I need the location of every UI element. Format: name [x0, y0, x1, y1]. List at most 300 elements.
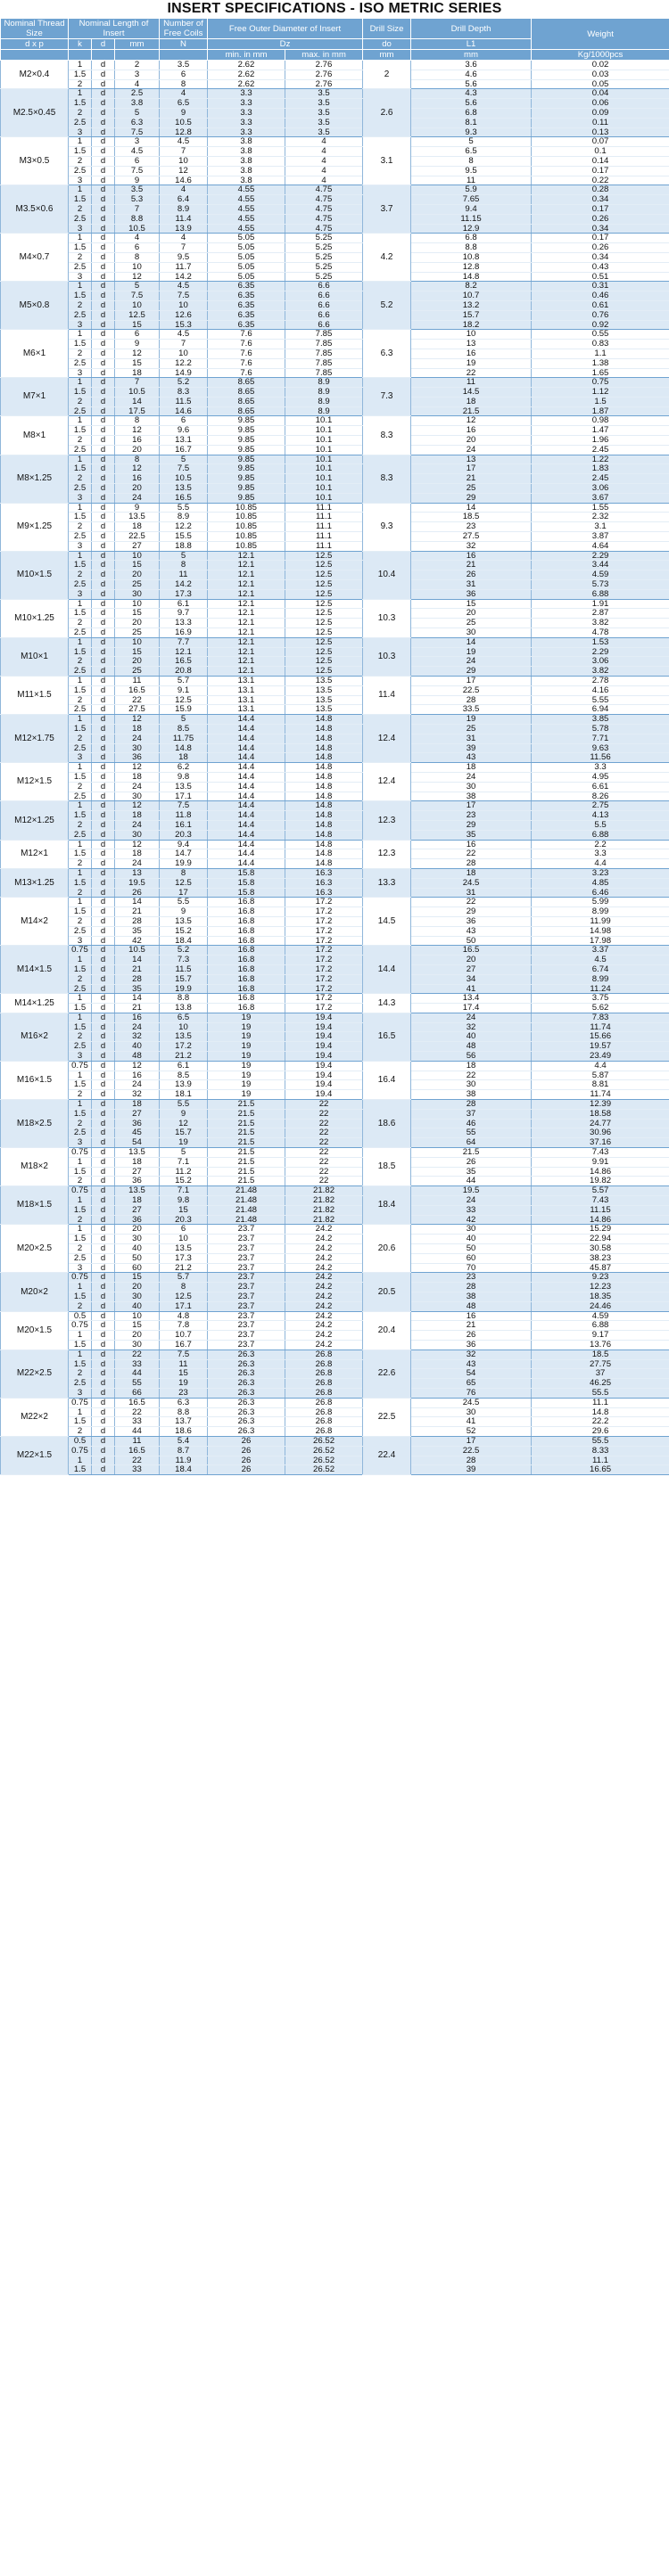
dz-max: 7.85	[285, 349, 363, 358]
header-n: N	[160, 39, 208, 50]
weight-value: 1.96	[532, 436, 669, 446]
drill-depth: 43	[411, 1359, 532, 1369]
length-mm: 24	[115, 820, 160, 830]
table-row	[1, 358, 669, 368]
thread-size-cell: M3.5×0.6	[1, 185, 69, 234]
free-coils: 13.5	[160, 782, 208, 792]
dz-min: 26	[208, 1465, 285, 1475]
length-mm: 9	[115, 340, 160, 349]
length-mm: 16	[115, 436, 160, 446]
drill-depth: 23	[411, 522, 532, 532]
free-coils: 20.8	[160, 667, 208, 677]
free-coils: 6.4	[160, 195, 208, 205]
d-value: d	[92, 1350, 115, 1359]
k-value: 2.5	[69, 1379, 92, 1389]
dz-min: 4.55	[208, 195, 285, 205]
weight-value: 37.16	[532, 1138, 669, 1148]
dz-min: 26.3	[208, 1407, 285, 1417]
dz-min: 9.85	[208, 416, 285, 426]
thread-size-cell: M14×1.5	[1, 946, 69, 994]
dz-max: 24.2	[285, 1225, 363, 1235]
thread-group	[1, 282, 669, 330]
table-row	[1, 416, 669, 426]
free-coils: 5.2	[160, 378, 208, 388]
dz-max: 19.4	[285, 1013, 363, 1022]
dz-min: 5.05	[208, 272, 285, 282]
drill-depth: 31	[411, 888, 532, 898]
length-mm: 24	[115, 782, 160, 792]
dz-min: 8.65	[208, 388, 285, 398]
weight-value: 8.33	[532, 1446, 669, 1456]
dz-min: 9.85	[208, 464, 285, 474]
header-diameter: Free Outer Diameter of Insert	[208, 19, 363, 39]
free-coils: 18.4	[160, 1465, 208, 1475]
table-row	[1, 300, 669, 310]
dz-max: 6.6	[285, 320, 363, 330]
k-value: 2.5	[69, 743, 92, 753]
d-value: d	[92, 416, 115, 426]
k-value: 2	[69, 1215, 92, 1225]
dz-max: 12.5	[285, 619, 363, 628]
weight-value: 7.43	[532, 1148, 669, 1158]
free-coils: 8.7	[160, 1446, 208, 1456]
drill-depth: 21.5	[411, 1148, 532, 1158]
thread-size-cell: M18×2	[1, 1148, 69, 1186]
drill-depth: 13	[411, 340, 532, 349]
length-mm: 3.5	[115, 185, 160, 195]
dz-max: 6.6	[285, 291, 363, 301]
dz-max: 26.52	[285, 1436, 363, 1446]
k-value: 1	[69, 551, 92, 561]
dz-max: 7.85	[285, 340, 363, 349]
k-value: 1	[69, 637, 92, 647]
length-mm: 22	[115, 695, 160, 705]
d-value: d	[92, 445, 115, 455]
dz-max: 17.2	[285, 994, 363, 1004]
length-mm: 54	[115, 1138, 160, 1148]
dz-max: 4	[285, 176, 363, 185]
drill-depth: 25	[411, 724, 532, 734]
drill-depth: 29	[411, 667, 532, 677]
drill-depth: 12.9	[411, 224, 532, 234]
thread-size-cell: M12×1.25	[1, 801, 69, 840]
d-value: d	[92, 340, 115, 349]
drill-size-cell: 2	[363, 61, 411, 89]
drill-size-cell: 12.4	[363, 715, 411, 763]
drill-depth: 36	[411, 916, 532, 926]
k-value: 1	[69, 956, 92, 965]
dz-min: 19	[208, 1061, 285, 1071]
table-row	[1, 637, 669, 647]
dz-max: 12.5	[285, 589, 363, 599]
drill-depth: 19	[411, 358, 532, 368]
dz-min: 21.5	[208, 1109, 285, 1119]
length-mm: 18	[115, 522, 160, 532]
k-value: 1	[69, 840, 92, 849]
k-value: 1.5	[69, 1359, 92, 1369]
dz-min: 21.5	[208, 1157, 285, 1167]
dz-min: 6.35	[208, 282, 285, 291]
d-value: d	[92, 859, 115, 869]
free-coils: 9.4	[160, 840, 208, 849]
d-value: d	[92, 195, 115, 205]
dz-min: 9.85	[208, 436, 285, 446]
length-mm: 16.5	[115, 1446, 160, 1456]
thread-group	[1, 1186, 669, 1225]
drill-size-cell: 20.6	[363, 1225, 411, 1273]
length-mm: 2	[115, 61, 160, 70]
weight-value: 22.2	[532, 1417, 669, 1427]
table-row	[1, 455, 669, 464]
weight-value: 9.91	[532, 1157, 669, 1167]
dz-min: 4.55	[208, 204, 285, 214]
k-value: 2.5	[69, 705, 92, 715]
length-mm: 5	[115, 108, 160, 118]
thread-size-cell: M6×1	[1, 330, 69, 378]
k-value: 0.75	[69, 1446, 92, 1456]
table-row	[1, 898, 669, 907]
thread-group	[1, 330, 669, 378]
thread-size-cell: M10×1.25	[1, 599, 69, 637]
dz-max: 21.82	[285, 1186, 363, 1196]
length-mm: 7	[115, 204, 160, 214]
weight-value: 11.74	[532, 1090, 669, 1100]
dz-min: 16.8	[208, 926, 285, 936]
free-coils: 13.8	[160, 1004, 208, 1013]
free-coils: 23	[160, 1388, 208, 1398]
k-value: 3	[69, 1263, 92, 1273]
free-coils: 20.3	[160, 1215, 208, 1225]
thread-group	[1, 946, 669, 994]
d-value: d	[92, 1417, 115, 1427]
free-coils: 17.1	[160, 792, 208, 801]
d-value: d	[92, 1061, 115, 1071]
free-coils: 15.5	[160, 532, 208, 542]
free-coils: 16.7	[160, 1340, 208, 1350]
dz-max: 7.85	[285, 330, 363, 340]
d-value: d	[92, 637, 115, 647]
dz-max: 14.8	[285, 772, 363, 782]
table-row	[1, 1004, 669, 1013]
thread-group	[1, 1398, 669, 1436]
length-mm: 6	[115, 243, 160, 253]
weight-value: 3.85	[532, 715, 669, 725]
d-value: d	[92, 792, 115, 801]
free-coils: 4	[160, 185, 208, 195]
k-value: 1	[69, 1225, 92, 1235]
k-value: 0.75	[69, 1186, 92, 1196]
dz-max: 10.1	[285, 484, 363, 494]
d-value: d	[92, 291, 115, 301]
length-mm: 18	[115, 368, 160, 378]
drill-depth: 46	[411, 1119, 532, 1128]
dz-min: 5.05	[208, 243, 285, 253]
weight-value: 1.55	[532, 503, 669, 513]
dz-min: 23.7	[208, 1301, 285, 1311]
weight-value: 0.76	[532, 310, 669, 320]
weight-value: 11.56	[532, 753, 669, 763]
dz-max: 3.5	[285, 89, 363, 99]
weight-value: 0.34	[532, 224, 669, 234]
k-value: 2	[69, 300, 92, 310]
table-row	[1, 907, 669, 917]
weight-value: 4.85	[532, 878, 669, 888]
thread-group	[1, 801, 669, 840]
free-coils: 17.2	[160, 1042, 208, 1052]
d-value: d	[92, 753, 115, 763]
k-value: 1.5	[69, 340, 92, 349]
thread-size-cell: M12×1.75	[1, 715, 69, 763]
k-value: 2	[69, 397, 92, 406]
free-coils: 15.7	[160, 974, 208, 984]
header-max: max. in mm	[285, 50, 363, 61]
length-mm: 36	[115, 1177, 160, 1186]
dz-min: 7.6	[208, 358, 285, 368]
dz-min: 9.85	[208, 484, 285, 494]
d-value: d	[92, 599, 115, 609]
d-value: d	[92, 1022, 115, 1032]
length-mm: 10.5	[115, 946, 160, 956]
drill-depth: 27.5	[411, 532, 532, 542]
dz-min: 12.1	[208, 628, 285, 638]
dz-min: 4.55	[208, 224, 285, 234]
k-value: 3	[69, 1388, 92, 1398]
free-coils: 10.5	[160, 474, 208, 484]
thread-group	[1, 1061, 669, 1099]
dz-max: 5.25	[285, 252, 363, 262]
drill-depth: 21.5	[411, 406, 532, 416]
dz-max: 4.75	[285, 195, 363, 205]
table-row	[1, 252, 669, 262]
dz-max: 13.5	[285, 685, 363, 695]
drill-size-cell: 18.5	[363, 1148, 411, 1186]
drill-depth: 65	[411, 1379, 532, 1389]
k-value: 2.5	[69, 166, 92, 176]
dz-max: 14.8	[285, 734, 363, 743]
dz-max: 11.1	[285, 503, 363, 513]
thread-size-cell: M2.5×0.45	[1, 89, 69, 137]
thread-group	[1, 503, 669, 551]
length-mm: 33	[115, 1359, 160, 1369]
k-value: 2	[69, 657, 92, 667]
k-value: 1	[69, 763, 92, 773]
dz-max: 17.2	[285, 984, 363, 994]
weight-value: 7.43	[532, 1196, 669, 1206]
dz-min: 26.3	[208, 1398, 285, 1407]
drill-depth: 44	[411, 1177, 532, 1186]
free-coils: 13.5	[160, 1032, 208, 1042]
table-row	[1, 1177, 669, 1186]
dz-max: 26.8	[285, 1369, 363, 1379]
k-value: 1	[69, 282, 92, 291]
table-row	[1, 763, 669, 773]
dz-max: 2.76	[285, 79, 363, 89]
free-coils: 8	[160, 1283, 208, 1292]
weight-value: 9.63	[532, 743, 669, 753]
free-coils: 7.3	[160, 956, 208, 965]
d-value: d	[92, 503, 115, 513]
d-value: d	[92, 1004, 115, 1013]
dz-min: 8.65	[208, 397, 285, 406]
drill-depth: 48	[411, 1301, 532, 1311]
free-coils: 16.5	[160, 493, 208, 503]
weight-value: 1.22	[532, 455, 669, 464]
weight-value: 12.23	[532, 1283, 669, 1292]
dz-min: 15.8	[208, 878, 285, 888]
dz-min: 9.85	[208, 426, 285, 436]
table-row	[1, 974, 669, 984]
thread-size-cell: M16×2	[1, 1013, 69, 1061]
d-value: d	[92, 1253, 115, 1263]
d-value: d	[92, 1244, 115, 1254]
k-value: 1	[69, 994, 92, 1004]
weight-value: 4.5	[532, 956, 669, 965]
drill-depth: 64	[411, 1138, 532, 1148]
k-value: 1.5	[69, 1080, 92, 1090]
dz-min: 14.4	[208, 724, 285, 734]
table-row	[1, 743, 669, 753]
d-value: d	[92, 926, 115, 936]
drill-depth: 29	[411, 820, 532, 830]
dz-min: 16.8	[208, 916, 285, 926]
table-row	[1, 695, 669, 705]
drill-depth: 32	[411, 1022, 532, 1032]
free-coils: 6.2	[160, 763, 208, 773]
length-mm: 20	[115, 445, 160, 455]
weight-value: 6.46	[532, 888, 669, 898]
dz-max: 22	[285, 1138, 363, 1148]
dz-max: 10.1	[285, 426, 363, 436]
dz-min: 7.6	[208, 349, 285, 358]
thread-size-cell: M8×1	[1, 416, 69, 455]
free-coils: 5.7	[160, 677, 208, 686]
weight-value: 0.22	[532, 176, 669, 185]
d-value: d	[92, 474, 115, 484]
table-row	[1, 436, 669, 446]
drill-depth: 32	[411, 1350, 532, 1359]
table-row	[1, 1128, 669, 1138]
length-mm: 28	[115, 974, 160, 984]
dz-min: 16.8	[208, 964, 285, 974]
length-mm: 27	[115, 541, 160, 551]
weight-value: 14.8	[532, 1407, 669, 1417]
length-mm: 30	[115, 1235, 160, 1244]
drill-depth: 15	[411, 599, 532, 609]
dz-min: 16.8	[208, 936, 285, 946]
drill-depth: 11	[411, 176, 532, 185]
dz-max: 4.75	[285, 224, 363, 234]
dz-min: 12.1	[208, 570, 285, 580]
k-value: 0.5	[69, 1311, 92, 1321]
weight-value: 1.47	[532, 426, 669, 436]
dz-max: 19.4	[285, 1022, 363, 1032]
length-mm: 7.5	[115, 166, 160, 176]
drill-size-cell: 10.3	[363, 637, 411, 676]
d-value: d	[92, 1359, 115, 1369]
drill-depth: 8.8	[411, 243, 532, 253]
drill-size-cell: 22.5	[363, 1398, 411, 1436]
dz-max: 22	[285, 1148, 363, 1158]
k-value: 1.5	[69, 724, 92, 734]
drill-depth: 33.5	[411, 705, 532, 715]
dz-max: 22	[285, 1128, 363, 1138]
weight-value: 0.03	[532, 70, 669, 79]
weight-value: 7.71	[532, 734, 669, 743]
weight-value: 55.5	[532, 1388, 669, 1398]
free-coils: 18.1	[160, 1090, 208, 1100]
d-value: d	[92, 1273, 115, 1283]
thread-size-cell: M18×1.5	[1, 1186, 69, 1225]
table-row	[1, 1138, 669, 1148]
dz-min: 19	[208, 1080, 285, 1090]
free-coils: 8.9	[160, 513, 208, 522]
drill-size-cell: 12.3	[363, 840, 411, 868]
length-mm: 21	[115, 1004, 160, 1013]
length-mm: 6.3	[115, 118, 160, 127]
dz-max: 13.5	[285, 705, 363, 715]
drill-depth: 36	[411, 1340, 532, 1350]
weight-value: 0.55	[532, 330, 669, 340]
dz-min: 21.5	[208, 1177, 285, 1186]
free-coils: 5.7	[160, 1273, 208, 1283]
weight-value: 1.65	[532, 368, 669, 378]
weight-value: 3.3	[532, 763, 669, 773]
weight-value: 5.73	[532, 580, 669, 590]
length-mm: 8.8	[115, 214, 160, 224]
k-value: 2	[69, 1032, 92, 1042]
table-row	[1, 1032, 669, 1042]
drill-depth: 29	[411, 907, 532, 917]
k-value: 2	[69, 1301, 92, 1311]
d-value: d	[92, 946, 115, 956]
length-mm: 7.5	[115, 291, 160, 301]
table-row	[1, 445, 669, 455]
header-weight: Weight	[532, 19, 669, 50]
thread-size-cell: M14×2	[1, 898, 69, 946]
thread-size-cell: M10×1	[1, 637, 69, 676]
weight-value: 0.06	[532, 99, 669, 109]
free-coils: 17.3	[160, 1253, 208, 1263]
table-row	[1, 1119, 669, 1128]
d-value: d	[92, 811, 115, 821]
thread-group	[1, 89, 669, 137]
d-value: d	[92, 89, 115, 99]
table-row	[1, 1331, 669, 1341]
free-coils: 6	[160, 1225, 208, 1235]
k-value: 0.75	[69, 946, 92, 956]
dz-max: 12.5	[285, 628, 363, 638]
thread-group	[1, 1350, 669, 1398]
d-value: d	[92, 619, 115, 628]
thread-group	[1, 378, 669, 416]
dz-min: 14.4	[208, 840, 285, 849]
header-depth-unit: mm	[411, 50, 532, 61]
k-value: 2.5	[69, 1128, 92, 1138]
dz-min: 19	[208, 1013, 285, 1022]
drill-depth: 20	[411, 436, 532, 446]
length-mm: 14	[115, 898, 160, 907]
length-mm: 20	[115, 1283, 160, 1292]
weight-value: 1.38	[532, 358, 669, 368]
k-value: 1.5	[69, 1022, 92, 1032]
weight-value: 0.14	[532, 156, 669, 166]
length-mm: 22.5	[115, 532, 160, 542]
free-coils: 5	[160, 715, 208, 725]
table-row	[1, 349, 669, 358]
dz-min: 15.8	[208, 868, 285, 878]
dz-max: 11.1	[285, 513, 363, 522]
free-coils: 19	[160, 1138, 208, 1148]
